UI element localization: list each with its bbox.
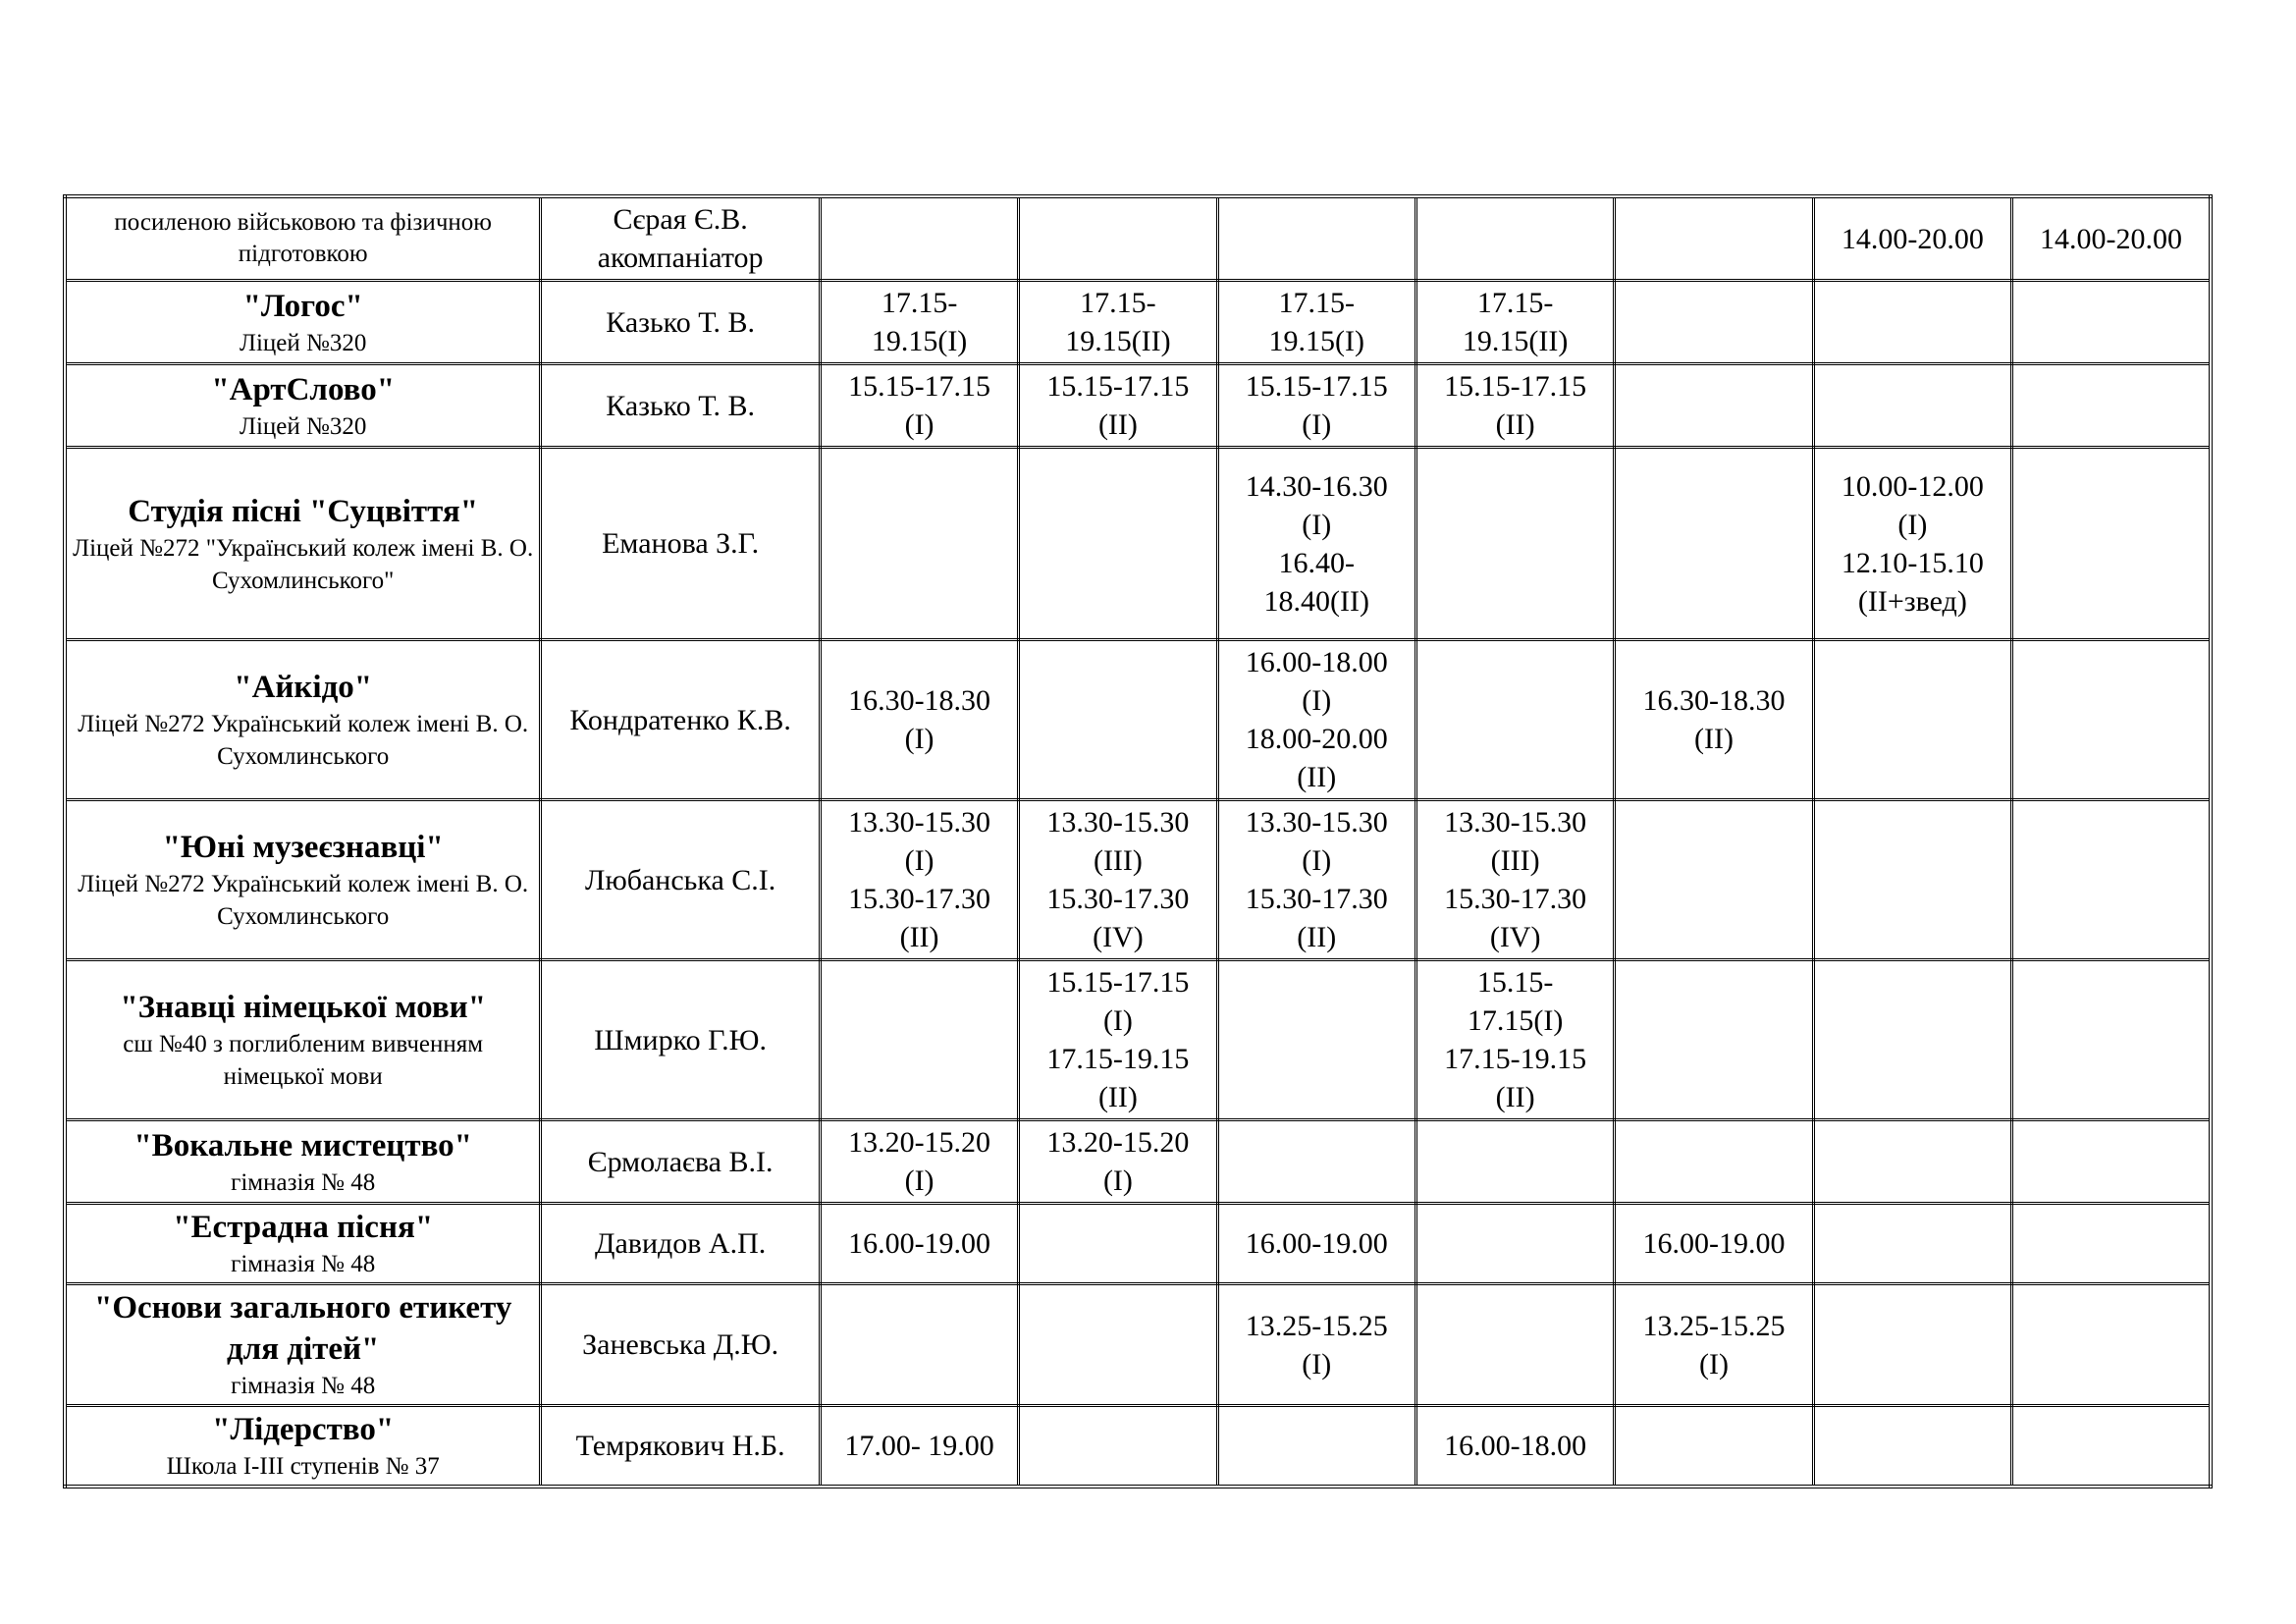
schedule-cell: [1217, 800, 1415, 960]
schedule-cell: [1415, 640, 1614, 800]
schedule-cell: [1019, 196, 1217, 281]
club-title: Студія пісні "Суцвіття": [128, 493, 479, 529]
schedule-table: [63, 194, 2213, 1489]
schedule-cell: [820, 1204, 1018, 1284]
schedule-cell: [2012, 448, 2211, 640]
schedule-cell: [1813, 960, 2011, 1120]
club-title: "Айкідо": [234, 670, 373, 705]
club-name-cell: [65, 1284, 541, 1406]
club-school: Ліцей №272 "Український колеж імені В. О. Сухомлинського": [73, 534, 534, 594]
schedule-cell: [1813, 800, 2011, 960]
schedule-cell: [1019, 448, 1217, 640]
schedule-cell: [820, 1284, 1018, 1406]
club-title: "Юні музеєзнавці": [162, 830, 444, 865]
table-row: [65, 1284, 2211, 1406]
schedule-cell: [1415, 196, 1614, 281]
club-title: "Знавці німецької мови": [120, 990, 487, 1025]
session-time: 15.15-17.15 (І) 17.15-19.15 (ІІ): [1046, 966, 1190, 1113]
schedule-cell: [2012, 640, 2211, 800]
schedule-cell: [1415, 1120, 1614, 1204]
session-time: 13.30-15.30 (ІІІ) 15.30-17.30 (ІV): [1444, 806, 1587, 953]
schedule-cell: [1415, 364, 1614, 448]
club-school: Ліцей №320: [240, 329, 367, 356]
club-name-cell: [65, 281, 541, 364]
club-school: Ліцей №320: [240, 412, 367, 440]
teacher-cell: [541, 281, 821, 364]
schedule-cell: [1415, 800, 1614, 960]
schedule-cell: [1217, 281, 1415, 364]
schedule-cell: [1019, 960, 1217, 1120]
session-time: 16.00-18.00: [1444, 1430, 1587, 1462]
teacher-name: Любанська С.І.: [584, 863, 776, 896]
session-time: 13.30-15.30 (І) 15.30-17.30 (ІІ): [1245, 806, 1388, 953]
session-time: 13.30-15.30 (І) 15.30-17.30 (ІІ): [848, 806, 991, 953]
schedule-cell: [1019, 640, 1217, 800]
teacher-name: Давидов А.П.: [595, 1227, 767, 1260]
schedule-cell: [1019, 1284, 1217, 1406]
teacher-cell: [541, 1406, 821, 1488]
schedule-cell: [1615, 281, 1813, 364]
club-name-cell: [65, 800, 541, 960]
schedule-cell: [1615, 640, 1813, 800]
session-time: 15.15- 17.15(І) 17.15-19.15 (ІІ): [1444, 966, 1587, 1113]
session-time: 14.00-20.00: [1841, 222, 1984, 255]
teacher-cell: [541, 640, 821, 800]
teacher-cell: [541, 800, 821, 960]
club-name-cell: [65, 364, 541, 448]
schedule-cell: [1615, 1406, 1813, 1488]
schedule-cell: [820, 196, 1018, 281]
schedule-cell: [1217, 640, 1415, 800]
schedule-cell: [820, 364, 1018, 448]
schedule-cell: [1019, 281, 1217, 364]
schedule-cell: [1415, 448, 1614, 640]
teacher-cell: [541, 364, 821, 448]
club-title: "АртСлово": [211, 371, 396, 407]
teacher-cell: [541, 448, 821, 640]
club-title: "Логос": [242, 288, 363, 324]
teacher-name: Кондратенко К.В.: [569, 703, 791, 736]
schedule-cell: [1813, 1284, 2011, 1406]
club-school: Ліцей №272 Український колеж імені В. О. Сухомлинського: [78, 711, 529, 770]
session-time: 17.15- 19.15(ІІ): [1065, 287, 1171, 357]
session-time: 17.15- 19.15(І): [871, 287, 968, 357]
schedule-cell: [820, 1406, 1018, 1488]
table-row: [65, 281, 2211, 364]
schedule-cell: [1415, 1284, 1614, 1406]
session-time: 10.00-12.00 (І) 12.10-15.10 (ІІ+звед): [1841, 469, 1984, 618]
session-time: 13.25-15.25 (І): [1642, 1309, 1786, 1380]
schedule-cell: [1813, 1406, 2011, 1488]
schedule-cell: [1217, 1204, 1415, 1284]
schedule-cell: [820, 448, 1018, 640]
table-row: [65, 1204, 2211, 1284]
schedule-cell: [2012, 281, 2211, 364]
club-school: Ліцей №272 Український колеж імені В. О. Сухомлинського: [78, 871, 529, 930]
club-school: гімназія № 48: [231, 1168, 376, 1196]
teacher-name: Казько Т. В.: [606, 389, 756, 422]
schedule-cell: [2012, 1120, 2211, 1204]
schedule-cell: [820, 800, 1018, 960]
schedule-cell: [1813, 196, 2011, 281]
club-name-cell: [65, 960, 541, 1120]
schedule-cell: [1217, 1284, 1415, 1406]
schedule-cell: [2012, 960, 2211, 1120]
session-time: 13.20-15.20 (І): [848, 1126, 991, 1197]
session-time: 15.15-17.15 (ІІ): [1046, 370, 1190, 441]
schedule-cell: [1019, 1406, 1217, 1488]
schedule-cell: [820, 1120, 1018, 1204]
schedule-cell: [1615, 1204, 1813, 1284]
schedule-cell: [1217, 364, 1415, 448]
club-school: гімназія № 48: [231, 1251, 376, 1277]
club-name-cell: [65, 448, 541, 640]
schedule-cell: [1019, 364, 1217, 448]
session-time: 17.15- 19.15(ІІ): [1462, 287, 1569, 357]
table-row: [65, 364, 2211, 448]
club-description: посиленою військовою та фізичною підготовкою: [114, 209, 492, 267]
session-time: 16.00-19.00: [1245, 1227, 1388, 1260]
session-time: 16.30-18.30 (ІІ): [1642, 684, 1786, 755]
session-time: 14.30-16.30 (І) 16.40- 18.40(ІІ): [1245, 469, 1388, 618]
teacher-cell: [541, 196, 821, 281]
schedule-cell: [1217, 196, 1415, 281]
schedule-cell: [2012, 364, 2211, 448]
schedule-cell: [1019, 1204, 1217, 1284]
schedule-cell: [2012, 1204, 2211, 1284]
schedule-cell: [1615, 800, 1813, 960]
schedule-cell: [2012, 1284, 2211, 1406]
session-time: 17.15- 19.15(І): [1268, 287, 1365, 357]
session-time: 13.30-15.30 (ІІІ) 15.30-17.30 (ІV): [1046, 806, 1190, 953]
teacher-name: Єрмолаєва В.І.: [587, 1145, 774, 1178]
club-school: сш №40 з поглибленим вивченням німецької мови: [123, 1031, 484, 1090]
club-title: "Лідерство": [212, 1412, 395, 1447]
schedule-cell: [1615, 1120, 1813, 1204]
schedule-cell: [1813, 448, 2011, 640]
table-row: [65, 960, 2211, 1120]
schedule-cell: [1615, 448, 1813, 640]
table-row: [65, 448, 2211, 640]
session-time: 15.15-17.15 (ІІ): [1444, 370, 1587, 441]
schedule-cell: [820, 640, 1018, 800]
schedule-body: [65, 196, 2211, 1487]
teacher-name: Заневська Д.Ю.: [582, 1328, 779, 1361]
schedule-cell: [1019, 1120, 1217, 1204]
club-title: "Вокальне мистецтво": [133, 1127, 473, 1164]
teacher-name: Еманова З.Г.: [602, 527, 760, 560]
schedule-cell: [2012, 196, 2211, 281]
session-time: 17.00- 19.00: [844, 1430, 994, 1462]
teacher-cell: [541, 960, 821, 1120]
club-name-cell: [65, 1406, 541, 1488]
session-time: 15.15-17.15 (І): [1245, 370, 1388, 441]
schedule-cell: [1415, 1406, 1614, 1488]
table-row: [65, 640, 2211, 800]
table-row: [65, 1406, 2211, 1488]
schedule-cell: [1217, 1120, 1415, 1204]
club-name-cell: [65, 1204, 541, 1284]
teacher-name: Темрякович Н.Б.: [575, 1430, 785, 1462]
schedule-cell: [2012, 800, 2211, 960]
club-title: "Основи загального етикету для дітей": [94, 1290, 512, 1367]
session-time: 14.00-20.00: [2040, 222, 2183, 255]
teacher-name: Шмирко Г.Ю.: [594, 1023, 767, 1056]
schedule-cell: [1217, 960, 1415, 1120]
schedule-cell: [1813, 640, 2011, 800]
schedule-cell: [820, 960, 1018, 1120]
club-school: Школа І-ІІІ ступенів № 37: [166, 1453, 440, 1480]
schedule-cell: [2012, 1406, 2211, 1488]
teacher-cell: [541, 1284, 821, 1406]
schedule-cell: [1415, 281, 1614, 364]
table-row: [65, 1120, 2211, 1204]
teacher-cell: [541, 1204, 821, 1284]
schedule-cell: [1615, 196, 1813, 281]
club-name-cell: [65, 640, 541, 800]
schedule-cell: [1415, 1204, 1614, 1284]
session-time: 16.30-18.30 (І): [848, 684, 991, 755]
schedule-cell: [1217, 1406, 1415, 1488]
schedule-cell: [1615, 364, 1813, 448]
table-row: [65, 800, 2211, 960]
schedule-cell: [1813, 364, 2011, 448]
teacher-name: Сєрая Є.В. акомпаніатор: [597, 203, 764, 274]
session-time: 13.20-15.20 (І): [1046, 1126, 1190, 1197]
session-time: 16.00-18.00 (І) 18.00-20.00 (ІІ): [1245, 646, 1388, 793]
table-row: [65, 196, 2211, 281]
session-time: 16.00-19.00: [1642, 1227, 1786, 1260]
session-time: 13.25-15.25 (І): [1245, 1309, 1388, 1380]
session-time: 16.00-19.00: [848, 1227, 991, 1260]
session-time: 15.15-17.15 (І): [848, 370, 991, 441]
schedule-cell: [1615, 1284, 1813, 1406]
schedule-cell: [1019, 800, 1217, 960]
club-name-cell: [65, 196, 541, 281]
club-school: гімназія № 48: [231, 1373, 376, 1399]
schedule-cell: [820, 281, 1018, 364]
teacher-name: Казько Т. В.: [606, 305, 756, 339]
schedule-cell: [1813, 281, 2011, 364]
teacher-cell: [541, 1120, 821, 1204]
schedule-cell: [1813, 1120, 2011, 1204]
schedule-cell: [1217, 448, 1415, 640]
schedule-cell: [1615, 960, 1813, 1120]
club-name-cell: [65, 1120, 541, 1204]
schedule-cell: [1415, 960, 1614, 1120]
club-title: "Естрадна пісня": [173, 1210, 434, 1245]
schedule-cell: [1813, 1204, 2011, 1284]
